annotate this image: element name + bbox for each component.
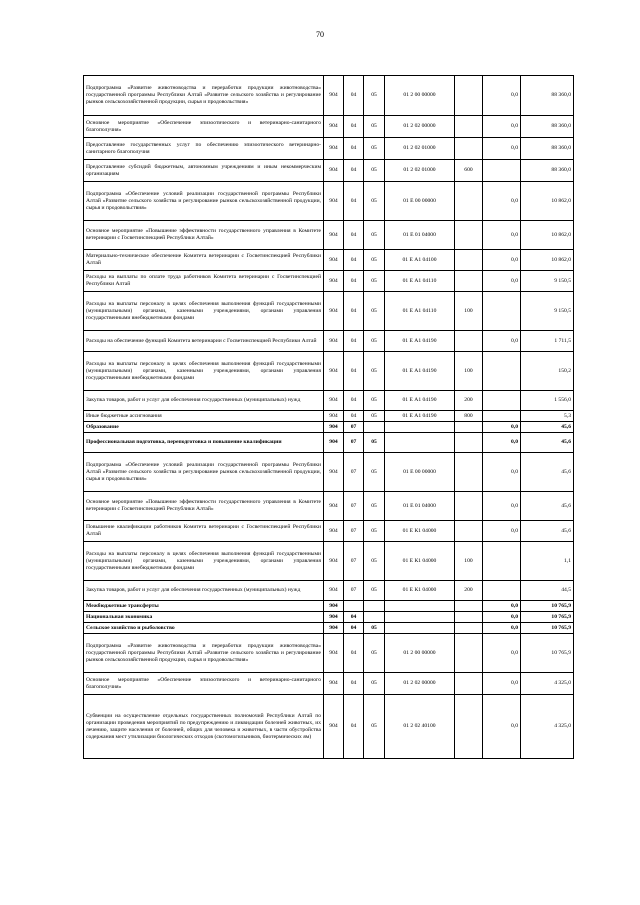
target-article-cell: 01 Е А1 04190 xyxy=(385,331,455,352)
amount-2-cell: 88 360,0 xyxy=(521,138,574,160)
amount-1-cell: 0,0 xyxy=(483,138,521,160)
subsection-cell: 05 xyxy=(364,138,385,160)
amount-1-cell xyxy=(483,160,521,182)
table-row xyxy=(84,634,574,673)
section-cell: 04 xyxy=(344,623,364,634)
subsection-cell: 05 xyxy=(364,352,385,391)
row-name-cell: Иные бюджетные ассигнования xyxy=(84,411,324,422)
target-article-cell: 01 Е А1 04190 xyxy=(385,411,455,422)
amount-1-cell: 0,0 xyxy=(483,673,521,695)
target-article-cell xyxy=(385,612,455,623)
row-name-cell: Предоставление государственных услуг по обеспечению эпизоотического ветеринарно-санитарного благополучия xyxy=(84,138,324,160)
subsection-cell: 05 xyxy=(364,250,385,271)
grbs-cell: 904 xyxy=(324,673,344,695)
section-cell: 07 xyxy=(344,542,364,581)
row-name-cell: Расходы на выплаты персоналу в целях обеспечения выполнения функций государственными (муниципальными) органами, казенными учреждениями, органами управления государственными внебюджетными фондами xyxy=(84,542,324,581)
table-row xyxy=(84,331,574,352)
amount-2-cell: 45,6 xyxy=(521,422,574,433)
amount-1-cell xyxy=(483,391,521,411)
section-cell: 04 xyxy=(344,138,364,160)
section-cell: 04 xyxy=(344,352,364,391)
section-cell: 07 xyxy=(344,492,364,521)
table-row xyxy=(84,492,574,521)
target-article-cell: 01 Е К1 04000 xyxy=(385,521,455,542)
row-name-cell: Расходы на обеспечение функций Комитета ветеринарии с Госветинспекцией Республики Алтай xyxy=(84,331,324,352)
row-name-cell: Предоставление субсидий бюджетным, автономным учреждениям и иным некоммерческим организациям xyxy=(84,160,324,182)
amount-2-cell: 5,3 xyxy=(521,411,574,422)
expense-type-cell xyxy=(455,612,483,623)
table-row xyxy=(84,453,574,492)
subsection-cell: 05 xyxy=(364,292,385,331)
amount-2-cell: 4 325,0 xyxy=(521,673,574,695)
amount-2-cell: 88 360,0 xyxy=(521,76,574,116)
target-article-cell: 01 2 02 40100 xyxy=(385,695,455,759)
expense-type-cell xyxy=(455,221,483,250)
target-article-cell: 01 Е А1 04190 xyxy=(385,352,455,391)
subsection-cell: 05 xyxy=(364,391,385,411)
expense-type-cell xyxy=(455,673,483,695)
expense-type-cell xyxy=(455,422,483,433)
section-cell: 04 xyxy=(344,292,364,331)
grbs-cell: 904 xyxy=(324,542,344,581)
subsection-cell: 05 xyxy=(364,521,385,542)
row-name-cell: Подпрограмма «Обеспечение условий реализации государственной программы Республики Алтай «Развитие сельского хозяйства и регулирование рынков сельскохозяйственной продукции, сырья и продовольствия» xyxy=(84,453,324,492)
subsection-cell: 05 xyxy=(364,271,385,292)
grbs-cell: 904 xyxy=(324,581,344,601)
amount-1-cell xyxy=(483,352,521,391)
grbs-cell: 904 xyxy=(324,160,344,182)
row-name-cell: Основное мероприятие «Повышение эффективности государственного управления в Комитете ветеринарии с Госветинспекцией Республики Алтай» xyxy=(84,492,324,521)
amount-1-cell: 0,0 xyxy=(483,634,521,673)
expense-type-cell xyxy=(455,601,483,612)
table-row xyxy=(84,271,574,292)
grbs-cell: 904 xyxy=(324,271,344,292)
row-name-cell: Повышение квалификации работников Комитета ветеринарии с Госветинспекцией Республики Алтай xyxy=(84,521,324,542)
subsection-cell: 05 xyxy=(364,411,385,422)
amount-2-cell: 9 150,5 xyxy=(521,271,574,292)
expense-type-cell: 100 xyxy=(455,352,483,391)
target-article-cell: 01 2 02 00000 xyxy=(385,673,455,695)
target-article-cell: 01 2 00 00000 xyxy=(385,634,455,673)
table-row xyxy=(84,250,574,271)
amount-2-cell: 9 150,5 xyxy=(521,292,574,331)
row-name-cell: Основное мероприятие «Обеспечение эпизоотического и ветеринарно-санитарного благополучия» xyxy=(84,116,324,138)
row-name-cell: Подпрограмма «Обеспечение условий реализации государственной программы Республики Алтай «Развитие сельского хозяйства и регулирование рынков сельскохозяйственной продукции, сырья и продовольствия» xyxy=(84,182,324,221)
grbs-cell: 904 xyxy=(324,601,344,612)
expense-type-cell: 100 xyxy=(455,292,483,331)
target-article-cell xyxy=(385,623,455,634)
row-name-cell: Подпрограмма «Развитие животноводства и переработки продукции животноводства» государственной программы Республики Алтай «Развитие сельского хозяйства и регулирование рынков сельскохозяйственной продукции, сырья и продовольствия» xyxy=(84,76,324,116)
target-article-cell: 01 2 02 01000 xyxy=(385,160,455,182)
amount-1-cell xyxy=(483,542,521,581)
grbs-cell: 904 xyxy=(324,634,344,673)
target-article-cell: 01 Е А1 04190 xyxy=(385,391,455,411)
subsection-cell: 05 xyxy=(364,433,385,453)
grbs-cell: 904 xyxy=(324,695,344,759)
amount-1-cell: 0,0 xyxy=(483,221,521,250)
section-cell: 04 xyxy=(344,250,364,271)
grbs-cell: 904 xyxy=(324,422,344,433)
subsection-cell: 05 xyxy=(364,331,385,352)
section-cell: 04 xyxy=(344,271,364,292)
amount-1-cell: 0,0 xyxy=(483,492,521,521)
subsection-cell xyxy=(364,601,385,612)
target-article-cell: 01 Е 01 04000 xyxy=(385,492,455,521)
table-row xyxy=(84,411,574,422)
table-row xyxy=(84,76,574,116)
expense-type-cell xyxy=(455,695,483,759)
expense-type-cell: 100 xyxy=(455,542,483,581)
subsection-cell: 05 xyxy=(364,492,385,521)
grbs-cell: 904 xyxy=(324,331,344,352)
expense-type-cell xyxy=(455,182,483,221)
table-row xyxy=(84,433,574,453)
amount-2-cell: 10 765,9 xyxy=(521,623,574,634)
grbs-cell: 904 xyxy=(324,612,344,623)
subsection-cell: 05 xyxy=(364,116,385,138)
target-article-cell: 01 Е К1 04000 xyxy=(385,581,455,601)
table-row xyxy=(84,138,574,160)
row-name-cell: Основное мероприятие «Повышение эффективности государственного управления в Комитете ветеринарии с Госветинспекцией Республики Алтай» xyxy=(84,221,324,250)
amount-2-cell: 44,5 xyxy=(521,581,574,601)
section-cell: 04 xyxy=(344,695,364,759)
subsection-cell: 05 xyxy=(364,623,385,634)
section-cell xyxy=(344,601,364,612)
target-article-cell: 01 Е 00 00000 xyxy=(385,182,455,221)
section-cell: 07 xyxy=(344,433,364,453)
amount-1-cell: 0,0 xyxy=(483,76,521,116)
grbs-cell: 904 xyxy=(324,521,344,542)
amount-2-cell: 10 862,0 xyxy=(521,250,574,271)
section-cell: 04 xyxy=(344,221,364,250)
row-name-cell: Закупка товаров, работ и услуг для обеспечения государственных (муниципальных) нужд xyxy=(84,391,324,411)
grbs-cell: 904 xyxy=(324,116,344,138)
expense-type-cell xyxy=(455,271,483,292)
grbs-cell: 904 xyxy=(324,182,344,221)
grbs-cell: 904 xyxy=(324,138,344,160)
table-row xyxy=(84,391,574,411)
subsection-cell: 05 xyxy=(364,221,385,250)
expense-type-cell xyxy=(455,138,483,160)
table-row xyxy=(84,542,574,581)
subsection-cell: 05 xyxy=(364,581,385,601)
section-cell: 04 xyxy=(344,411,364,422)
subsection-cell: 05 xyxy=(364,160,385,182)
section-cell: 04 xyxy=(344,612,364,623)
row-name-cell: Профессиональная подготовка, переподготовка и повышение квалификации xyxy=(84,433,324,453)
amount-2-cell: 45,6 xyxy=(521,433,574,453)
table-row xyxy=(84,601,574,612)
expense-type-cell xyxy=(455,492,483,521)
section-cell: 04 xyxy=(344,182,364,221)
table-row xyxy=(84,182,574,221)
table-row xyxy=(84,673,574,695)
amount-1-cell: 0,0 xyxy=(483,116,521,138)
section-cell: 04 xyxy=(344,634,364,673)
target-article-cell: 01 Е 01 04000 xyxy=(385,221,455,250)
amount-2-cell: 45,6 xyxy=(521,492,574,521)
target-article-cell xyxy=(385,601,455,612)
amount-1-cell: 0,0 xyxy=(483,612,521,623)
amount-1-cell: 0,0 xyxy=(483,695,521,759)
amount-2-cell: 10 862,0 xyxy=(521,182,574,221)
subsection-cell: 05 xyxy=(364,453,385,492)
row-name-cell: Сельское хозяйство и рыболовство xyxy=(84,623,324,634)
row-name-cell: Расходы на выплаты персоналу в целях обеспечения выполнения функций государственными (муниципальными) органами, казенными учреждениями, органами управления государственными внебюджетными фондами xyxy=(84,352,324,391)
expense-type-cell xyxy=(455,76,483,116)
table-row xyxy=(84,695,574,759)
grbs-cell: 904 xyxy=(324,250,344,271)
table-row xyxy=(84,160,574,182)
grbs-cell: 904 xyxy=(324,391,344,411)
grbs-cell: 904 xyxy=(324,76,344,116)
row-name-cell: Национальная экономика xyxy=(84,612,324,623)
row-name-cell: Закупка товаров, работ и услуг для обеспечения государственных (муниципальных) нужд xyxy=(84,581,324,601)
target-article-cell xyxy=(385,422,455,433)
row-name-cell: Расходы на выплаты по оплате труда работников Комитета ветеринарии с Госветинспекцией Республики Алтай xyxy=(84,271,324,292)
section-cell: 07 xyxy=(344,521,364,542)
subsection-cell: 05 xyxy=(364,634,385,673)
row-name-cell: Подпрограмма «Развитие животноводства и переработки продукции животноводства» государственной программы Республики Алтай «Развитие сельского хозяйства и регулирование рынков сельскохозяйственной продукции, сырья и продовольствия» xyxy=(84,634,324,673)
table-row xyxy=(84,352,574,391)
expense-type-cell xyxy=(455,453,483,492)
subsection-cell: 05 xyxy=(364,182,385,221)
amount-1-cell: 0,0 xyxy=(483,250,521,271)
grbs-cell: 904 xyxy=(324,623,344,634)
grbs-cell: 904 xyxy=(324,492,344,521)
amount-2-cell: 10 862,0 xyxy=(521,221,574,250)
expense-type-cell: 200 xyxy=(455,391,483,411)
table-row xyxy=(84,623,574,634)
section-cell: 04 xyxy=(344,391,364,411)
row-name-cell: Основное мероприятие «Обеспечение эпизоотического и ветеринарно-санитарного благополучия» xyxy=(84,673,324,695)
page-number: 70 xyxy=(316,30,324,39)
amount-1-cell: 0,0 xyxy=(483,601,521,612)
expense-type-cell xyxy=(455,116,483,138)
target-article-cell: 01 Е А1 04110 xyxy=(385,271,455,292)
amount-1-cell xyxy=(483,581,521,601)
grbs-cell: 904 xyxy=(324,433,344,453)
expense-type-cell: 600 xyxy=(455,160,483,182)
subsection-cell: 05 xyxy=(364,673,385,695)
table-row xyxy=(84,292,574,331)
section-cell: 07 xyxy=(344,581,364,601)
amount-1-cell xyxy=(483,411,521,422)
amount-1-cell: 0,0 xyxy=(483,182,521,221)
grbs-cell: 904 xyxy=(324,453,344,492)
table-row xyxy=(84,422,574,433)
section-cell: 07 xyxy=(344,453,364,492)
subsection-cell: 05 xyxy=(364,76,385,116)
amount-1-cell: 0,0 xyxy=(483,271,521,292)
target-article-cell: 01 2 02 01000 xyxy=(385,138,455,160)
target-article-cell xyxy=(385,433,455,453)
grbs-cell: 904 xyxy=(324,352,344,391)
amount-1-cell: 0,0 xyxy=(483,422,521,433)
amount-2-cell: 45,6 xyxy=(521,453,574,492)
row-name-cell: Расходы на выплаты персоналу в целях обеспечения выполнения функций государственными (муниципальными) органами, казенными учреждениями, органами управления государственными внебюджетными фондами xyxy=(84,292,324,331)
subsection-cell: 05 xyxy=(364,542,385,581)
subsection-cell: 05 xyxy=(364,695,385,759)
expense-type-cell: 800 xyxy=(455,411,483,422)
amount-1-cell: 0,0 xyxy=(483,453,521,492)
table-row xyxy=(84,521,574,542)
section-cell: 04 xyxy=(344,160,364,182)
amount-2-cell: 4 325,0 xyxy=(521,695,574,759)
subsection-cell xyxy=(364,612,385,623)
amount-2-cell: 150,2 xyxy=(521,352,574,391)
expense-type-cell xyxy=(455,331,483,352)
amount-2-cell: 10 765,9 xyxy=(521,634,574,673)
expense-type-cell xyxy=(455,521,483,542)
subsection-cell xyxy=(364,422,385,433)
row-name-cell: Образование xyxy=(84,422,324,433)
expense-type-cell: 200 xyxy=(455,581,483,601)
row-name-cell: Материально-техническое обеспечение Комитета ветеринарии с Госветинспекцией Республики Алтай xyxy=(84,250,324,271)
table-body xyxy=(84,76,574,759)
table-row xyxy=(84,221,574,250)
amount-2-cell: 10 765,9 xyxy=(521,601,574,612)
amount-1-cell xyxy=(483,292,521,331)
grbs-cell: 904 xyxy=(324,221,344,250)
row-name-cell: Межбюджетные трансферты xyxy=(84,601,324,612)
target-article-cell: 01 2 00 00000 xyxy=(385,76,455,116)
amount-2-cell: 1 556,0 xyxy=(521,391,574,411)
amount-2-cell: 88 360,0 xyxy=(521,160,574,182)
expense-type-cell xyxy=(455,433,483,453)
amount-1-cell: 0,0 xyxy=(483,521,521,542)
target-article-cell: 01 Е А1 04110 xyxy=(385,292,455,331)
table-row xyxy=(84,581,574,601)
amount-1-cell: 0,0 xyxy=(483,433,521,453)
target-article-cell: 01 Е К1 04000 xyxy=(385,542,455,581)
amount-1-cell: 0,0 xyxy=(483,623,521,634)
amount-2-cell: 45,6 xyxy=(521,521,574,542)
section-cell: 04 xyxy=(344,116,364,138)
expense-type-cell xyxy=(455,634,483,673)
amount-2-cell: 1 711,5 xyxy=(521,331,574,352)
budget-table xyxy=(83,75,574,759)
target-article-cell: 01 Е А1 04100 xyxy=(385,250,455,271)
target-article-cell: 01 Е 00 00000 xyxy=(385,453,455,492)
row-name-cell: Субвенции на осуществление отдельных государственных полномочий Республики Алтай по организации проведения мероприятий по предупреждению и ликвидации болезней животных, их лечению, защите населения от болезней, общих для человека и животных, в части обустройства содержания мест утилизации биологических отходов (скотомогильников, биотермических ям) xyxy=(84,695,324,759)
target-article-cell: 01 2 02 00000 xyxy=(385,116,455,138)
section-cell: 04 xyxy=(344,673,364,695)
section-cell: 04 xyxy=(344,331,364,352)
expense-type-cell xyxy=(455,623,483,634)
table-row xyxy=(84,612,574,623)
amount-2-cell: 88 360,0 xyxy=(521,116,574,138)
amount-2-cell: 10 765,9 xyxy=(521,612,574,623)
amount-1-cell: 0,0 xyxy=(483,331,521,352)
table-row xyxy=(84,116,574,138)
amount-2-cell: 1,1 xyxy=(521,542,574,581)
section-cell: 07 xyxy=(344,422,364,433)
section-cell: 04 xyxy=(344,76,364,116)
expense-type-cell xyxy=(455,250,483,271)
grbs-cell: 904 xyxy=(324,292,344,331)
grbs-cell: 904 xyxy=(324,411,344,422)
